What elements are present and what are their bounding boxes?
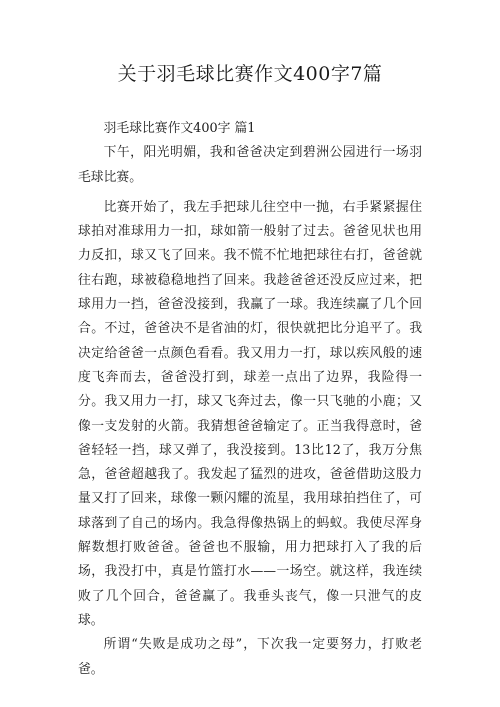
paragraph-3: 所谓“失败是成功之母”，下次我一定要努力，打败老爸。 — [78, 637, 422, 677]
paragraph-2: 比赛开始了，我左手把球儿往空中一抛，右手紧紧握住球拍对准球用力一扣，球如箭一般射了过去。爸爸见状也用力反扣，球又飞了回来。我不慌不忙地把球往右打，爸爸就往右跑，球被稳稳地挡了回来。我趁爸爸还没反应过来，把球用力一挡，爸爸没接到，我赢了一球。我连续赢了几个回合。不过，爸爸决不是省油的灯，很快就把比分追平了。我决定给爸爸一点颜色看看。我又用力一打，球以疾风般的速度飞奔而去，爸爸没打到，球差一点出了边界，我险得一分。我又用力一打，球又飞奔过去，像一只飞驰的小鹿；又像一支发射的火箭。我猜想爸爸输定了。正当我得意时，爸爸轻轻一挡，球又弹了，我没接到。13比12了，我万分焦急，爸爸超越我了。我发起了猛烈的进攻，爸爸借助这股力量又打了回来，球像一颗闪耀的流星，我用球拍挡住了，可球落到了自己的场内。我急得像热锅上的蚂蚁。我使尽浑身解数想打败爸爸。爸爸也不服输，用力把球打入了我的后场，我没打中，真是竹篮打水——一场空。就这样，我连续败了几个回合，爸爸赢了。我垂头丧气，像一只泄气的皮球。 — [78, 199, 422, 628]
section-heading: 羽毛球比赛作文400字 篇1 — [103, 121, 256, 136]
document-title: 关于羽毛球比赛作文400字7篇 — [117, 63, 383, 85]
paragraph-1: 下午，阳光明媚，我和爸爸决定到碧洲公园进行一场羽毛球比赛。 — [78, 145, 422, 185]
document-body — [78, 117, 422, 682]
